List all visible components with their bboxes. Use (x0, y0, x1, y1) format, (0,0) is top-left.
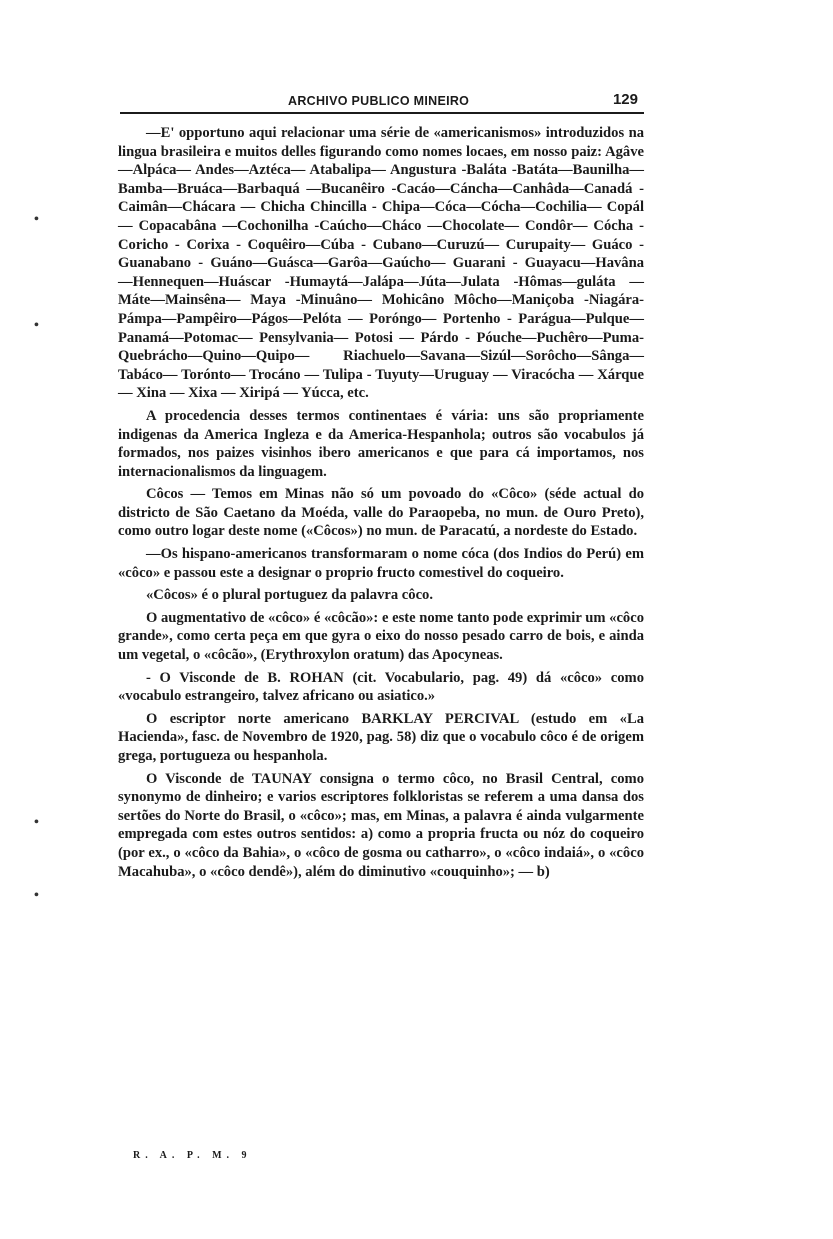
margin-mark: • (34, 318, 39, 333)
margin-mark: • (34, 815, 39, 830)
paragraph-cocos-povoado: Côcos — Temos em Minas não só um povoado do «Côco» (séde actual do districto de São Caetano da Moéda, valle do Paraopeba, no mun. de Ouro Preto), como outro logar deste nome («Côcos») no mun. de Paracatú, a nordeste do Estado. (118, 486, 644, 540)
running-title: ARCHIVO PUBLICO MINEIRO (288, 94, 470, 108)
paragraph-augmentativo: O augmentativo de «côco» é «côcão»: e este nome tanto pode exprimir um «côco grande», como certa peça em que gyra o eixo do nosso pesado carro de bois, e ainda um vegetal, o «côcão», (Erythroxylon oratum) das Apocyneas. (118, 609, 644, 664)
paragraph-plural: «Côcos» é o plural portuguez da palavra côco. (146, 587, 433, 604)
margin-mark: • (34, 212, 39, 227)
signature-mark: R. A. P. M. 9 (133, 1150, 252, 1161)
header-rule (120, 112, 644, 114)
paragraph-barklay-percival: O escriptor norte americano BARKLAY PERCIVAL (estudo em «La Hacienda», fasc. de Novembro de 1920, pag. 58) diz que o vocabulo côco é de origem grega, portugueza ou hespanhola. (118, 710, 644, 764)
paragraph-procedencia: A procedencia desses termos continentaes é vária: uns são propriamente indigenas da America Ingleza e da America-Hespanhola; outros são vocabulos já formados, nos paizes visinhos ibero americanos e que para cá importamos, nos internacionalismos da linguagem. (118, 407, 644, 480)
body-text (118, 124, 644, 885)
paragraph-americanismos: —E' opportuno aqui relacionar uma série de «americanismos» introduzidos na lingua brasileira e muitos delles figurando como nomes locaes, em nosso paiz: Agâve—Alpáca— Andes—Aztéca— Atabalipa— Angustura -Baláta -Batáta—Baunilha—Bamba—Bruáca—Barbaquá —Bucanêiro -Cacáo—Cáncha—Canhâda—Canadá -Caimân—Chácara — Chicha Chincilla - Chipa—Cóca—Cócha—Cochilia— Copál — Copacabâna —Cochonilha -Caúcho—Cháco —Chocolate— Condôr— Cócha - Coricho - Corixa - Coquêiro—Cúba - Cubano—Curuzú— Curupaity— Guáco -Guanabano - Guáno—Guásca—Garôa—Gaúcho— Guarani - Guayacu—Havâna —Hennequen—Huáscar -Humaytá—Jalápa—Júta—Julata -Hômas—guláta —Máte—Mainsêna— Maya -Minuâno— Mohicâno Môcho—Maniçoba -Niagára-Pámpa—Pampêiro—Págos—Pelóta — Poróngo— Portenho - Parágua—Pulque—Panamá—Potomac— Pensylvania— Potosi — Párdo - Póuche—Puchêro—Puma-Quebrácho—Quino—Quipo— Riachuelo—Savana—Sizúl—Sorôcho—Sânga—Tabáco— Torónto— Trocáno — Tulipa - Tuyuty—Uruguay — Viracócha — Xárque — Xina — Xixa — Xiripá — Yúcca, etc. (118, 125, 644, 402)
page-number: 129 (612, 91, 638, 108)
margin-mark: • (34, 888, 39, 903)
paragraph-hispano-americanos: —Os hispano-americanos transformaram o nome cóca (dos Indios do Perú) em «côco» e passou este a designar o proprio fructo comestivel do coqueiro. (118, 546, 644, 581)
page-header (120, 92, 644, 114)
paragraph-visconde-taunay: O Visconde de TAUNAY consigna o termo côco, no Brasil Central, como synonymo de dinheiro; e varios escriptores folkloristas se referem a uma dansa dos sertões do Norte do Brasil, o «côco»; mas, em Minas, a palavra é ainda vulgarmente empregada com estes outros sentidos: a) como a propria fructa ou nóz do coqueiro (por ex., o «côco da Bahia», o «côco de gosma ou catharro», o «côco indaiá», o «côco Macahuba», o «côco dendê»), além do diminutivo «couquinho»; — b) (118, 770, 644, 880)
paragraph-visconde-rohan: - O Visconde de B. ROHAN (cit. Vocabulario, pag. 49) dá «côco» como «vocabulo estrangeiro, talvez africano ou asiatico.» (118, 669, 644, 705)
